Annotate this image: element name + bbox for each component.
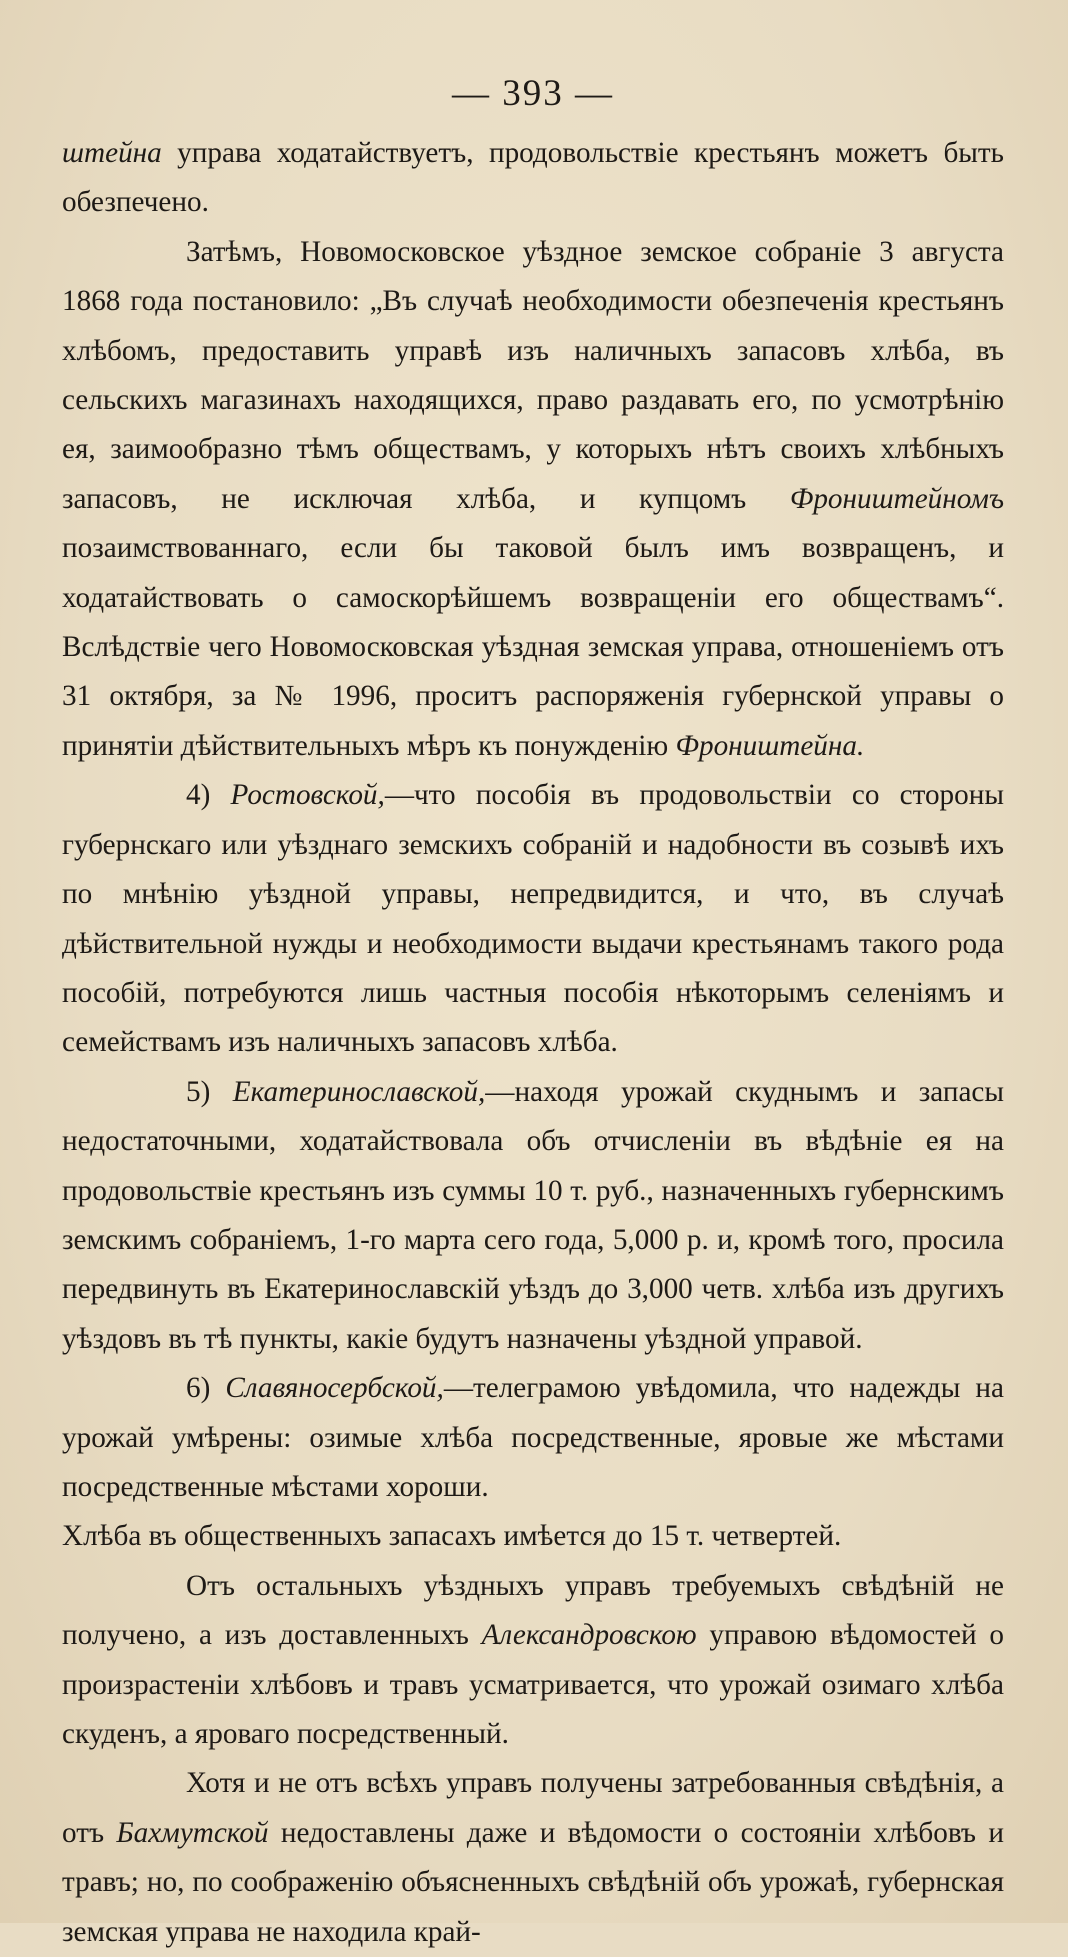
text-run-italic: Ростовской,: [230, 779, 385, 812]
text-run-italic: Фроништейна.: [675, 729, 865, 762]
text-run: Хотя и не отъ всѣхъ управъ получены затребованныя свѣдѣнія, а отъ: [62, 1767, 1004, 1849]
paragraph-item-4-rostov: [62, 771, 1004, 1067]
text-run: управою вѣдомостей о произрастеніи хлѣбовъ и травъ усматривается, что урожай озимаго хлѣба скуденъ, а яроваго посредственный.: [62, 1619, 1004, 1750]
paragraph-continuation: [62, 129, 1004, 228]
text-run: Затѣмъ, Новомосковское уѣздное земское собраніе 3 августа 1868 года постановило: „Въ случаѣ необходимости обезпеченія крестьянъ хлѣбомъ, предоставить управѣ изъ наличныхъ запасовъ хлѣба, въ сельскихъ магазинахъ находящихся, право раздавать его, по усмотрѣнію ея, заимообразно тѣмъ обществамъ, у которыхъ нѣтъ своихъ хлѣбныхъ запасовъ, не исключая хлѣба, и купцомъ: [62, 235, 1004, 515]
paragraph-grain-stocks: [62, 1512, 1004, 1561]
paragraph-item-6-slavyanoserbsk: [62, 1364, 1004, 1512]
list-number: 5): [186, 1075, 233, 1108]
text-run-italic: Александровскою: [481, 1619, 697, 1652]
text-run: —телеграмою увѣдомила, что надежды на урожай умѣрены: озимые хлѣба посредственные, яровые же мѣстами посредственные мѣстами хороши.: [62, 1372, 1004, 1503]
list-number: 6): [186, 1372, 226, 1405]
paragraph-item-5-ekaterinoslav: [62, 1068, 1004, 1364]
text-run: —что пособія въ продовольствіи со стороны губернскаго или уѣзднаго земскихъ собраній и надобности въ созывѣ ихъ по мнѣнію уѣздной управы, непредвидится, и что, въ случаѣ дѣйствительной нужды и необходимости выдачи крестьянамъ такого рода пособій, потребуются лишь частныя пособія нѣкоторымъ селеніямъ и семействамъ изъ наличныхъ запасовъ хлѣба.: [62, 779, 1004, 1059]
text-run-italic: Фроништейномъ: [789, 482, 1004, 515]
paragraph-other-uprava: [62, 1562, 1004, 1760]
paragraph-novomoskovsk: [62, 228, 1004, 771]
text-run: управа ходатайствуетъ, продовольствіе крестьянъ можетъ быть обезпечено.: [62, 137, 1004, 219]
page-number: — 393 —: [452, 73, 614, 114]
text-run: Хлѣба въ общественныхъ запасахъ имѣется до 15 т. четвертей.: [62, 1520, 842, 1553]
text-run-italic: Екатеринославской,: [232, 1075, 486, 1108]
text-run: Отъ остальныхъ уѣздныхъ управъ требуемыхъ свѣдѣній не получено, а изъ доставленныхъ: [62, 1569, 1004, 1652]
text-run-italic: штейна: [62, 137, 162, 169]
paragraph-conclusion: [62, 1759, 1004, 1957]
text-run-italic: Славяносербской,: [225, 1372, 444, 1405]
text-run: недоставлены даже и вѣдомости о состояніи хлѣбовъ и травъ; но, по соображенію объясненныхъ свѣдѣній объ урожаѣ, губернская земская управа не находила край-: [62, 1816, 1004, 1948]
text-run-italic: Бахмутской: [116, 1816, 269, 1849]
text-run: —находя урожай скуднымъ и запасы недостаточными, ходатайствовала объ отчисленіи въ вѣдѣніе ея на продовольствіе крестьянъ изъ суммы 10 т. руб., назначенныхъ губернскимъ земскимъ собраніемъ, 1-го марта сего года, 5,000 р. и, кромѣ того, просила передвинуть въ Екатеринославскій уѣздъ до 3,000 четв. хлѣба изъ другихъ уѣздовъ въ тѣ пункты, какіе будутъ назначены уѣздной управой.: [62, 1075, 1004, 1355]
text-run: позаимствованнаго, если бы таковой былъ имъ возвращенъ, и ходатайствовать о самоскорѣйшемъ возвращеніи его обществамъ“. Вслѣдствіе чего Новомосковская уѣздная земская управа, отношеніемъ отъ 31 октября, за № 1996, проситъ распоряженія губернской управы о принятіи дѣйствительныхъ мѣръ къ понужденію: [62, 532, 1004, 762]
list-number: 4): [186, 779, 231, 812]
